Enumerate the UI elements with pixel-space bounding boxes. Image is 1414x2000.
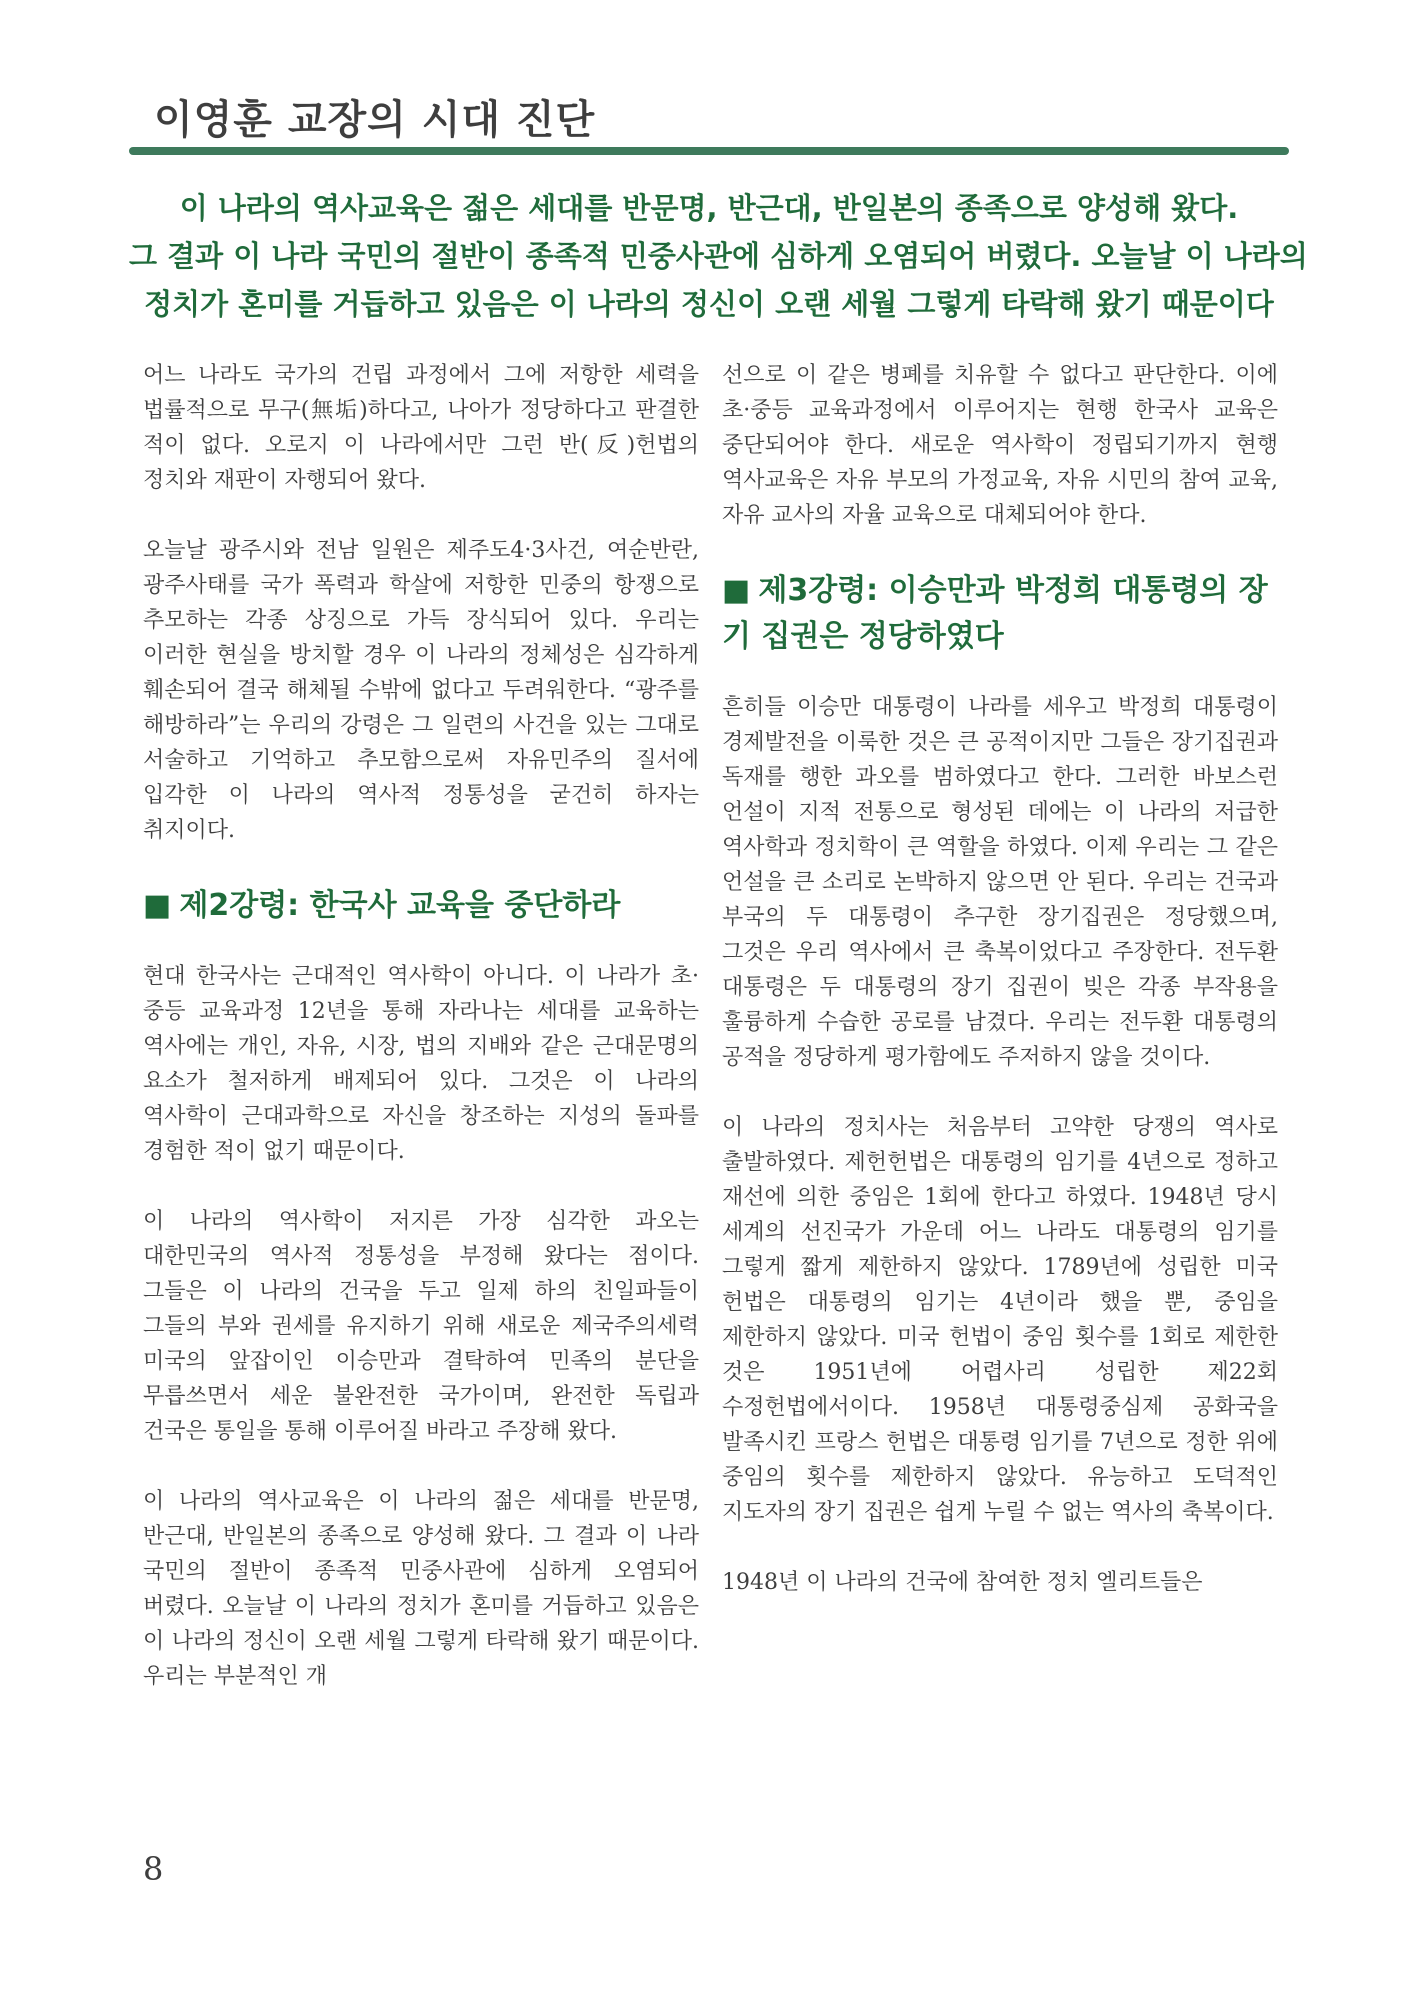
body-paragraph: 1948년 이 나라의 건국에 참여한 정치 엘리트들은 bbox=[722, 1570, 1203, 1595]
body-paragraph: 이 나라의 정치사는 처음부터 고약한 당쟁의 역사로 출발하였다. 제헌헌법은 대통령의 임기를 4년으로 정하고 재선에 의한 중임은 1회에 한다고 하였다. 1948년 당시 세계의 선진국가 가운데 어느 나라도 대통령의 임기를 그렇게 짧게 제한하지 않았다. 1789년에 성립한 미국 헌법은 대통령의 임기는 4년이라 했을 뿐, 중임을 제한하지 않았다. 미국 헌법이 중임 횟수를 1회로 제한한 것은 1951년에 어렵사리 성립한 제22회 수정헌법에서이다. 1958년 대통령중심제 공화국을 발족시킨 프랑스 헌법은 대통령 임기를 7년으로 정한 위에 중임의 횟수를 제한하지 않았다. 유능하고 도덕적인 지도자의 장기 집권은 쉽게 누릴 수 없는 역사의 축복이다. bbox=[722, 1115, 1278, 1525]
lead-line: 그 결과 이 나라 국민의 절반이 종족적 민중사관에 심하게 오염되어 버렸다. 오늘날 이 나라의 bbox=[129, 239, 1308, 273]
body-paragraph: 이 나라의 역사학이 저지른 가장 심각한 과오는 대한민국의 역사적 정통성을 부정해 왔다는 점이다. 그들은 이 나라의 건국을 두고 일제 하의 친일파들이 그들의 부와 권세를 유지하기 위해 새로운 제국주의세력 미국의 앞잡이인 이승만과 결탁하여 민족의 분단을 무릅쓰면서 세운 불완전한 국가이며, 완전한 독립과 건국은 통일을 통해 이루어질 바라고 주장해 왔다. bbox=[143, 1209, 699, 1444]
section-title: 이영훈 교장의 시대 진단 bbox=[154, 97, 596, 143]
body-paragraph: 이 나라의 역사교육은 이 나라의 젊은 세대를 반문명, 반근대, 반일본의 종족으로 양성해 왔다. 그 결과 이 나라 국민의 절반이 종족적 민중사관에 심하게 오염되어 버렸다. 오늘날 이 나라의 정치가 혼미를 거듭하고 있음은 이 나라의 정신이 오랜 세월 그렇게 타락해 왔기 때문이다. 우리는 부분적인 개 bbox=[143, 1489, 699, 1689]
body-paragraph: 흔히들 이승만 대통령이 나라를 세우고 박정희 대통령이 경제발전을 이룩한 것은 큰 공적이지만 그들은 장기집권과 독재를 행한 과오를 범하였다고 한다. 그러한 바보스런 언설이 지적 전통으로 형성된 데에는 이 나라의 저급한 역사학과 정치학이 큰 역할을 하였다. 이제 우리는 그 같은 언설을 큰 소리로 논박하지 않으면 안 된다. 우리는 건국과 부국의 두 대통령이 추구한 장기집권은 정당했으며, 그것은 우리 역사에서 큰 축복이었다고 주장한다. 전두환 대통령은 두 대통령의 장기 집권이 빚은 각종 부작용을 훌륭하게 수습한 공로를 남겼다. 우리는 전두환 대통령의 공적을 정당하게 평가함에도 주저하지 않을 것이다. bbox=[722, 695, 1278, 1070]
body-paragraph: 현대 한국사는 근대적인 역사학이 아니다. 이 나라가 초·중등 교육과정 12년을 통해 자라나는 세대를 교육하는 역사에는 개인, 자유, 시장, 법의 지배와 같은 근대문명의 요소가 철저하게 배제되어 있다. 그것은 이 나라의 역사학이 근대과학으로 자신을 창조하는 지성의 돌파를 경험한 적이 없기 때문이다. bbox=[143, 964, 699, 1164]
left-column bbox=[143, 358, 699, 1694]
section-heading-text: 제3강령: 이승만과 박정희 대통령의 장기 집권은 정당하였다 bbox=[722, 573, 1268, 654]
page-number: 8 bbox=[143, 1850, 164, 1888]
body-paragraph: 선으로 이 같은 병폐를 치유할 수 없다고 판단한다. 이에 초·중등 교육과정에서 이루어지는 현행 한국사 교육은 중단되어야 한다. 새로운 역사학이 정립되기까지 현행 역사교육은 자유 부모의 가정교육, 자유 시민의 참여 교육, 자유 교사의 자율 교육으로 대체되어야 한다. bbox=[722, 363, 1278, 528]
lead-quote bbox=[129, 184, 1308, 328]
section-heading bbox=[722, 568, 1278, 660]
lead-line: 이 나라의 역사교육은 젊은 세대를 반문명, 반근대, 반일본의 종족으로 양성해 왔다. bbox=[179, 191, 1239, 225]
right-column bbox=[722, 358, 1278, 1600]
body-paragraph: 어느 나라도 국가의 건립 과정에서 그에 저항한 세력을 법률적으로 무구(無垢)하다고, 나아가 정당하다고 판결한 적이 없다. 오로지 이 나라에서만 그런 반(反)헌법의 정치와 재판이 자행되어 왔다. bbox=[143, 363, 699, 493]
section-heading bbox=[143, 883, 699, 929]
square-bullet-icon: ■ bbox=[722, 573, 751, 608]
body-paragraph: 오늘날 광주시와 전남 일원은 제주도4·3사건, 여순반란, 광주사태를 국가 폭력과 학살에 저항한 민중의 항쟁으로 추모하는 각종 상징으로 가득 장식되어 있다. 우리는 이러한 현실을 방치할 경우 이 나라의 정체성은 심각하게 훼손되어 결국 해체될 수밖에 없다고 두려워한다. “광주를 해방하라”는 우리의 강령은 그 일련의 사건을 있는 그대로 서술하고 기억하고 추모함으로써 자유민주의 질서에 입각한 이 나라의 역사적 정통성을 굳건히 하자는 취지이다. bbox=[143, 538, 699, 843]
section-heading-text: 제2강령: 한국사 교육을 중단하라 bbox=[179, 888, 621, 923]
square-bullet-icon: ■ bbox=[143, 888, 172, 923]
lead-line: 정치가 혼미를 거듭하고 있음은 이 나라의 정신이 오랜 세월 그렇게 타락해 왔기 때문이다 bbox=[144, 287, 1274, 321]
header-rule bbox=[129, 147, 1289, 155]
